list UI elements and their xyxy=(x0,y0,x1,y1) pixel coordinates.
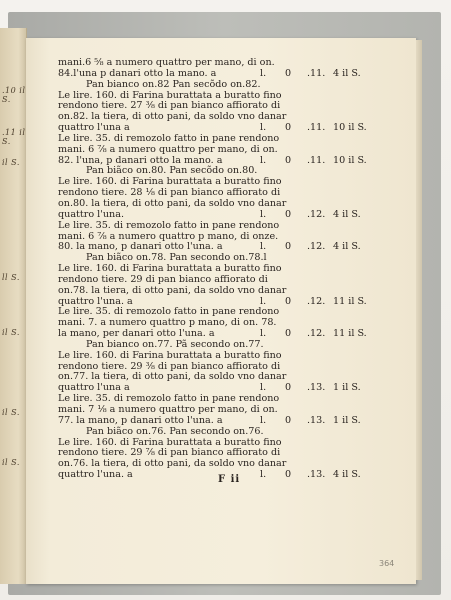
fraction-value: 4 il S. xyxy=(333,241,361,253)
fraction-value: 1 il S. xyxy=(333,414,361,426)
line-text: rendono tiere. 28 ⅛ di pan bianco affiorato di xyxy=(58,187,281,199)
soldi-value: 0 xyxy=(285,469,292,481)
line-text: quattro l'una a xyxy=(58,382,130,394)
text-line xyxy=(58,351,416,362)
denari-value: .13. xyxy=(307,382,326,394)
line-text: Le lire. 35. di remozolo fatto in pane rendono xyxy=(58,132,280,144)
section-heading: Pan biãco on.76. Pan secondo on.76. xyxy=(86,425,264,437)
facing-page-fragment: il S. xyxy=(2,458,20,467)
lira-value: l. xyxy=(260,469,267,481)
line-text: quattro l'una. a xyxy=(58,469,133,481)
lira-value: l. xyxy=(260,382,267,394)
line-text: Le lire. 160. di Farina burattata a buratto fino xyxy=(58,263,282,275)
section-heading: Pan bianco on.82 Pan secõdo on.82. xyxy=(86,78,261,90)
lira-value: l. xyxy=(260,154,267,166)
soldi-value: 0 xyxy=(285,295,292,307)
denari-value: .12. xyxy=(307,295,326,307)
line-text: 80. la mano, p danari otto l'una. a xyxy=(58,241,223,253)
signature-mark: F ii xyxy=(218,474,241,485)
text-line xyxy=(58,286,416,297)
soldi-value: 0 xyxy=(285,122,292,134)
lira-value: l. xyxy=(260,208,267,220)
fraction-value: 4 il S. xyxy=(333,469,361,481)
lira-value: l. xyxy=(260,328,267,340)
pencil-note: 364 xyxy=(379,559,395,568)
denari-value: .11. xyxy=(307,122,326,134)
line-text: on.80. la tiera, di otto pani, da soldo vno danar xyxy=(58,197,287,209)
line-text: on.82. la tiera, di otto pani, da soldo vno danar xyxy=(58,111,287,123)
fraction-value: 1 il S. xyxy=(333,382,361,394)
facing-page-fragment: .11 il S. xyxy=(2,128,26,146)
line-text: Le lire. 35. di remozolo fatto in pane rendono xyxy=(58,306,280,318)
line-text: mani. 6 ⅞ a numero quattro per mano, di on. xyxy=(58,143,278,155)
line-text: mani. 7. a numero quattro p mano, di on. 78. xyxy=(58,317,277,329)
line-text: mani.6 ⅝ a numero quattro per mano, di on. xyxy=(58,57,275,68)
text-line xyxy=(58,145,416,156)
fraction-value: 10 il S. xyxy=(333,122,367,134)
text-line xyxy=(58,80,416,91)
lira-value: l. xyxy=(260,122,267,134)
fraction-value: 11 il S. xyxy=(333,328,367,340)
line-text: quattro l'una a xyxy=(58,122,130,134)
line-text: Le lire. 160. di Farina burattata a buratto fino xyxy=(58,176,282,188)
soldi-value: 0 xyxy=(285,208,292,220)
line-text: rendono tiere. 29 di pan bianco affiorato di xyxy=(58,273,268,285)
section-heading: Pan bianco on.77. Pã secondo on.77. xyxy=(86,338,264,350)
line-text: rendono tiere. 29 ⅜ di pan bianco affiorato di xyxy=(58,360,281,372)
lira-value: l. xyxy=(260,241,267,253)
text-line xyxy=(58,427,416,438)
line-text: on.78. la tiera, di otto pani, da soldo vno danar xyxy=(58,284,287,296)
denari-value: .12. xyxy=(307,241,326,253)
line-text: on.76. la tiera, di otto pani, da soldo vno danar xyxy=(58,458,287,470)
facing-page-fragment: il S. xyxy=(2,328,20,337)
soldi-value: 0 xyxy=(285,241,292,253)
line-text: quattro l'una. xyxy=(58,208,124,220)
line-text: mani. 6 ⅞ a numero quattro p mano, di onze. xyxy=(58,230,279,242)
denari-value: .12. xyxy=(307,208,326,220)
page-edge xyxy=(416,40,422,580)
denari-value: .12. xyxy=(307,328,326,340)
lira-value: l. xyxy=(260,414,267,426)
section-heading: Pan biãco on.80. Pan secõdo on.80. xyxy=(86,165,258,177)
fraction-value: 4 il S. xyxy=(333,67,361,79)
line-text: quattro l'una. a xyxy=(58,295,133,307)
fraction-value: 10 il S. xyxy=(333,154,367,166)
denari-value: .13. xyxy=(307,414,326,426)
soldi-value: 0 xyxy=(285,328,292,340)
page-text xyxy=(58,58,416,481)
line-text: 82. l'una, p danari otto la mano. a xyxy=(58,154,223,166)
line-text: Le lire. 35. di remozolo fatto in pane rendono xyxy=(58,393,280,405)
lira-value: l. xyxy=(260,295,267,307)
line-text: Le lire. 35. di remozolo fatto in pane rendono xyxy=(58,219,280,231)
fraction-value: 4 il S. xyxy=(333,208,361,220)
section-heading: Pan biãco on.78. Pan secondo on.78.l xyxy=(86,252,267,264)
facing-page-fragment: ll S. xyxy=(2,273,20,282)
line-text: rendono tiere. 29 ⅞ di pan bianco affiorato di xyxy=(58,447,281,459)
soldi-value: 0 xyxy=(285,414,292,426)
line-text: 77. la mano, p danari otto l'una. a xyxy=(58,414,223,426)
line-text: mani. 7 ⅛ a numero quattro per mano, di on. xyxy=(58,404,278,415)
denari-value: .11. xyxy=(307,67,326,79)
facing-page-fragment: il S. xyxy=(2,408,20,417)
fraction-value: 11 il S. xyxy=(333,295,367,307)
line-text: rendono tiere. 27 ⅜ di pan bianco affiorato di xyxy=(58,100,281,112)
soldi-value: 0 xyxy=(285,154,292,166)
line-text: la mano, per danari otto l'una. a xyxy=(58,328,215,340)
soldi-value: 0 xyxy=(285,382,292,394)
facing-page-edge xyxy=(0,28,27,584)
text-line xyxy=(58,221,416,232)
line-text: 84.l'una p danari otto la mano. a xyxy=(58,67,217,79)
denari-value: .11. xyxy=(307,154,326,166)
line-text: Le lire. 160. di Farina burattata a buratto fino xyxy=(58,436,282,448)
lira-value: l. xyxy=(260,67,267,79)
line-text: Le lire. 160. di Farina burattata a buratto fino xyxy=(58,349,282,361)
denari-value: .13. xyxy=(307,469,326,481)
soldi-value: 0 xyxy=(285,67,292,79)
line-text: on.77. la tiera, di otto pani, da soldo vno danar xyxy=(58,371,287,383)
facing-page-fragment: il S. xyxy=(2,158,20,167)
facing-page-fragment: .10 il S. xyxy=(2,86,26,104)
line-text: Le lire. 160. di Farina burattata a buratto fino xyxy=(58,89,282,101)
